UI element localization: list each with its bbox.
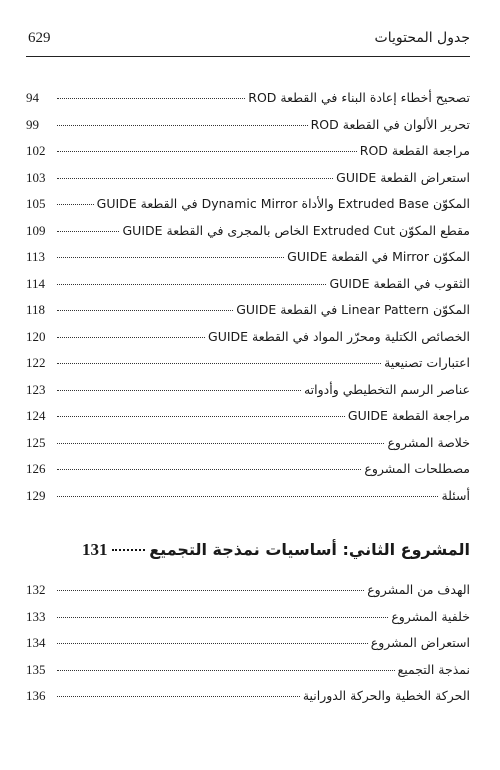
toc-entry-page: 94 xyxy=(26,90,39,105)
toc-entry-page: 120 xyxy=(26,328,46,344)
toc-entry-page: 103 xyxy=(26,169,46,185)
toc-entry-title: مراجعة القطعة ROD xyxy=(359,143,470,158)
toc-entry xyxy=(26,143,470,170)
toc-entry xyxy=(26,170,470,197)
leader-dots xyxy=(57,590,364,591)
section-heading xyxy=(26,540,470,570)
toc-entry-title: مراجعة القطعة GUIDE xyxy=(347,408,470,423)
toc-entry xyxy=(26,635,470,662)
toc-entry-page: 133 xyxy=(26,608,46,624)
toc-entry-page: 118 xyxy=(26,302,46,317)
toc-entry-title: تصحيح أخطاء إعادة البناء في القطعة ROD xyxy=(248,90,470,105)
toc-entry-page: 102 xyxy=(26,143,46,158)
toc-entry xyxy=(26,223,470,250)
toc-entry xyxy=(26,582,470,609)
toc-entry xyxy=(26,609,470,636)
leader-dots xyxy=(57,257,284,258)
toc-entry-title: استعراض القطعة GUIDE xyxy=(336,169,470,185)
leader-dots xyxy=(57,231,119,232)
toc-entry-page: 125 xyxy=(26,434,46,450)
leader-dots xyxy=(57,151,357,152)
toc-entry xyxy=(26,196,470,223)
toc-entry-title: مقطع المكوّن Extruded Cut الخاص بالمجرى في القطعة GUIDE xyxy=(122,222,470,238)
toc-entry xyxy=(26,90,470,117)
leader-dots xyxy=(57,284,326,285)
leader-dots xyxy=(57,469,361,470)
leader-dots xyxy=(57,310,233,311)
toc-entry xyxy=(26,461,470,488)
toc-entry xyxy=(26,382,470,409)
toc-entry xyxy=(26,355,470,382)
toc-entry xyxy=(26,249,470,276)
leader-dots xyxy=(57,363,381,364)
toc-entry-page: 129 xyxy=(26,487,46,503)
toc-entry xyxy=(26,302,470,329)
toc-entry-title: أسئلة xyxy=(441,487,470,503)
leader-dots xyxy=(57,390,301,391)
leader-dots xyxy=(57,496,438,497)
leader-dots xyxy=(57,337,205,338)
toc-entry-page: 99 xyxy=(26,116,39,132)
toc-entry-title: اعتبارات تصنيعية xyxy=(384,355,470,370)
page-number: 629 xyxy=(28,30,51,46)
leader-dots xyxy=(57,670,395,671)
toc-entry-title: المكوّن Mirror في القطعة GUIDE xyxy=(287,249,470,264)
toc-entry xyxy=(26,662,470,689)
running-title: جدول المحتويات xyxy=(374,30,470,46)
toc-entry xyxy=(26,688,470,715)
toc-entry-title: الخصائص الكتلية ومحرّر المواد في القطعة GUIDE xyxy=(208,328,470,344)
toc-entry-page: 123 xyxy=(26,381,46,397)
toc-entry-page: 132 xyxy=(26,582,46,597)
toc-entry-page: 114 xyxy=(26,275,46,291)
toc-entry-title: خلاصة المشروع xyxy=(387,434,470,450)
toc-entry-page: 124 xyxy=(26,408,46,423)
toc-entry-title: عناصر الرسم التخطيطي وأدواته xyxy=(303,381,470,397)
leader-dots xyxy=(57,98,245,99)
toc-entry-title: الحركة الخطية والحركة الدورانية xyxy=(302,688,470,703)
leader-dots xyxy=(57,178,333,179)
toc-entry-title: نمذجة التجميع xyxy=(397,661,470,677)
toc-entry-page: 134 xyxy=(26,635,46,650)
toc-entry-title: الهدف من المشروع xyxy=(367,582,470,597)
toc-entry-title: استعراض المشروع xyxy=(370,635,470,650)
toc-entry-title: المكوّن Linear Pattern في القطعة GUIDE xyxy=(236,302,470,317)
leader-dots xyxy=(57,416,345,417)
toc-entry-title: مصطلحات المشروع xyxy=(364,461,470,476)
table-of-contents xyxy=(26,90,470,715)
toc-entry xyxy=(26,488,470,515)
section-page: 131 xyxy=(82,540,108,559)
toc-entry-page: 135 xyxy=(26,661,46,677)
toc-entry-title: خلفية المشروع xyxy=(391,608,470,624)
toc-entry-page: 136 xyxy=(26,688,46,703)
toc-entry-title: المكوّن Extruded Base والأداة Dynamic Mirror في القطعة GUIDE xyxy=(96,196,470,211)
page-header xyxy=(26,30,470,57)
toc-entry-page: 126 xyxy=(26,461,46,476)
leader-dots xyxy=(57,125,308,126)
toc-entry-page: 109 xyxy=(26,222,46,238)
leader-dots xyxy=(57,696,300,697)
leader-dots xyxy=(57,443,384,444)
leader-dots xyxy=(57,617,388,618)
leader-dots xyxy=(57,204,94,205)
toc-entry xyxy=(26,276,470,303)
toc-entry-page: 122 xyxy=(26,355,46,370)
toc-entry xyxy=(26,435,470,462)
toc-entry-title: الثقوب في القطعة GUIDE xyxy=(329,275,470,291)
toc-entry-page: 113 xyxy=(26,249,46,264)
toc-entry-page: 105 xyxy=(26,196,46,211)
toc-entry xyxy=(26,329,470,356)
toc-entry-title: تحرير الألوان في القطعة ROD xyxy=(310,116,470,132)
toc-entry xyxy=(26,117,470,144)
section-leader-dots xyxy=(112,549,146,551)
leader-dots xyxy=(57,643,368,644)
toc-entry xyxy=(26,408,470,435)
section-title: المشروع الثاني: أساسيات نمذجة التجميع xyxy=(149,540,470,559)
